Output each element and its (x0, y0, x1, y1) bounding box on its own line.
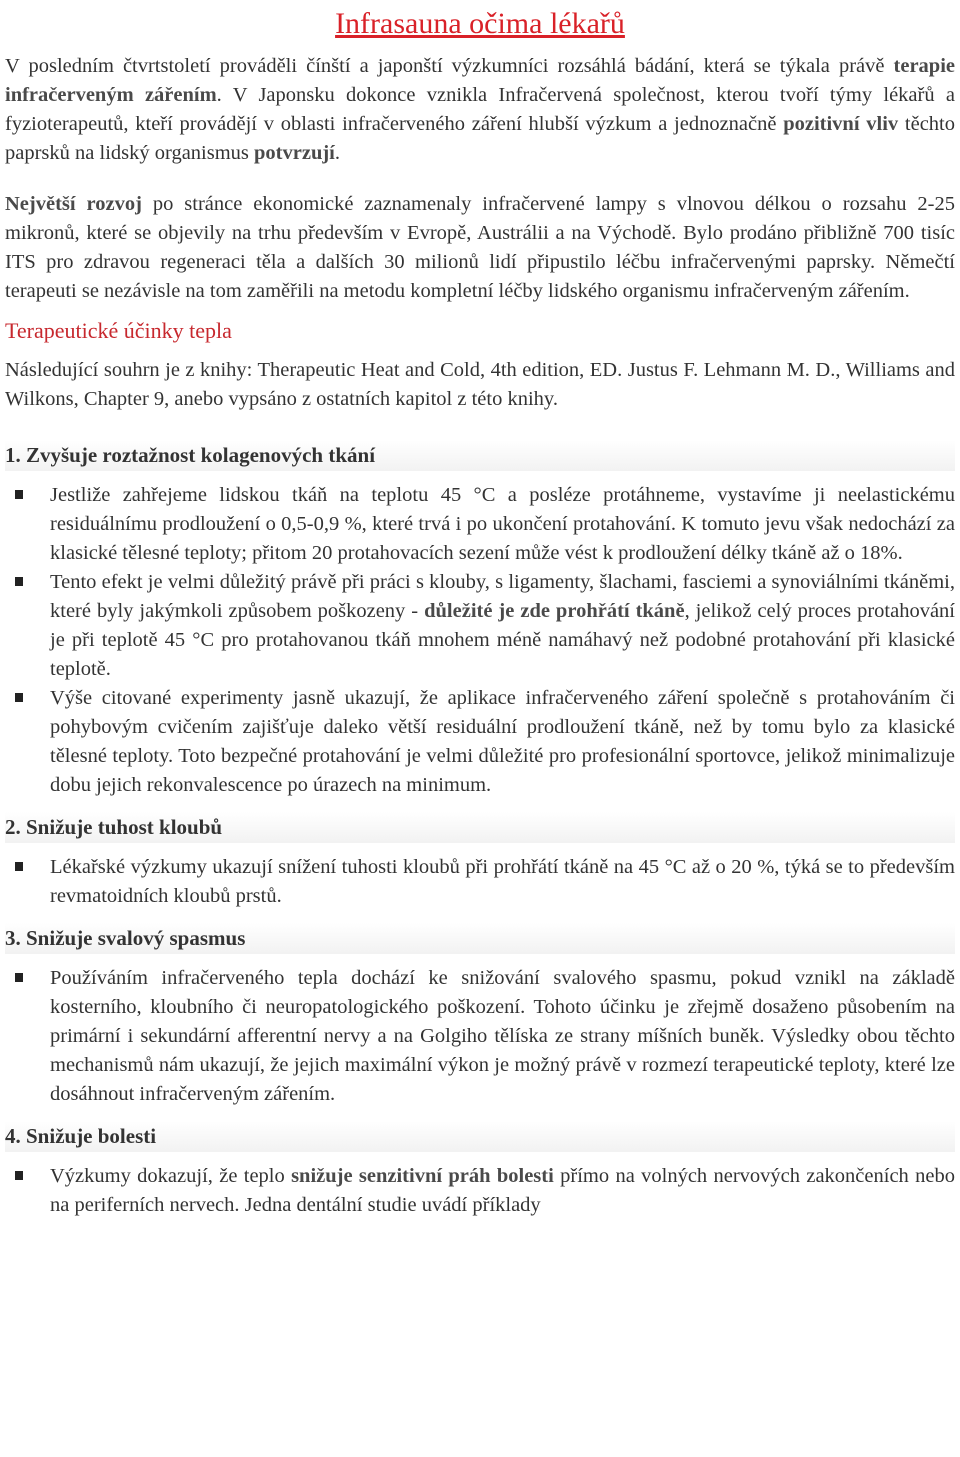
section-3-list (5, 964, 955, 1109)
page-title: Infrasauna očima lékařů (335, 7, 625, 40)
bold-run: snižuje senzitivní práh bolesti (291, 1165, 554, 1187)
bold-run: Největší rozvoj (5, 193, 142, 215)
text-run: Používáním infračerveného tepla dochází ke snižování svalového spasmu, pokud vznikl na základě kosterního, kloubního či neuropatologického poškození. Tohoto účinku je zřejmě dosaženo působením na primární i sekundární afferentní nervy a na Golgiho tělíska ze strany míšních buněk. Výsledky obou těchto mechanismů nám ukazují, že jejich maximální výkon je možný právě v rozmezí terapeutické teploty, které lze dosáhnout infračerveným zářením. (50, 967, 955, 1105)
list-item (5, 568, 955, 684)
square-bullet-icon (15, 490, 23, 499)
section-heading-4: 4. Snižuje bolesti (5, 1121, 955, 1152)
effects-heading: Terapeutické účinky tepla (5, 318, 232, 343)
development-paragraph (5, 190, 955, 306)
text-run: Tento efekt je velmi důležitý právě při práci s klouby, s ligamenty, šlachami, fasciemi a synoviálními tkáněmi, které byly jakýmkoli způsobem poškozeny - (50, 571, 955, 622)
section-1-list (5, 481, 955, 800)
square-bullet-icon (15, 693, 23, 702)
text-run: Výše citované experimenty jasně ukazují, že aplikace infračerveného záření společně s protahováním či pohybovým cvičením zajišťuje daleko větší residuální prodloužení tkáně, než by tomu bylo za klasické tělesné teploty. Toto bezpečné protahování je velmi důležité pro profesionální sportovce, jelikož minimalizuje dobu jejich rekonvalescence po úrazech na minimum. (50, 687, 955, 796)
intro-paragraph (5, 52, 955, 168)
section-heading-3: 3. Snižuje svalový spasmus (5, 923, 955, 954)
bold-run: potvrzují (254, 142, 335, 164)
bold-run: terapie infračerveným zářením (5, 55, 955, 106)
section-2-list (5, 853, 955, 911)
square-bullet-icon (15, 577, 23, 586)
text-run: po stránce ekonomické zaznamenaly infračervené lampy s vlnovou délkou o rozsahu 2-25 mikronů, které se objevily na trhu především v Evropě, Austrálii a na Východě. Bylo prodáno přibližně 700 tisíc ITS pro zdravou regeneraci těla a dalších 30 milionů lidí připustilo léčbu infračervenými paprsky. Němečtí terapeuti se nezávisle na tom zaměřili na metodu kompletní léčby lidského organismu infračerveným zářením. (5, 193, 955, 302)
text-run: přímo na volných nervových zakončeních nebo na periferních nervech. Jedna dentální studie uvádí příklady (50, 1165, 955, 1216)
list-item (5, 964, 955, 1109)
list-item (5, 1162, 955, 1220)
text-run: , jelikož celý proces protahování je při teplotě 45 °C pro protahovanou tkáň mnohem méně namáhavý než podobné protahování při klasické teplotě. (50, 600, 955, 680)
source-paragraph: Následující souhrn je z knihy: Therapeutic Heat and Cold, 4th edition, ED. Justus F. Lehmann M. D., Williams and Wilkons, Chapter 9, anebo vypsáno z ostatních kapitol z této knihy. (5, 359, 955, 410)
list-item (5, 853, 955, 911)
list-item (5, 481, 955, 568)
text-run: . V Japonsku dokonce vznikla Infračervená společnost, kterou tvoří týmy lékařů a fyzioterapeutů, kteří provádějí v oblasti infračerveného záření hlubší výzkum a jednoznačně (5, 84, 955, 135)
text-run: Výzkumy dokazují, že teplo (50, 1165, 292, 1187)
text-run: Lékařské výzkumy ukazují snížení tuhosti kloubů při prohřátí tkáně na 45 °C až o 20 %, týká se to především revmatoidních kloubů prstů. (50, 856, 955, 907)
section-4-list (5, 1162, 955, 1220)
text-run: těchto paprsků na lidský organismus (5, 113, 955, 164)
square-bullet-icon (15, 1171, 23, 1180)
text-run: . (334, 142, 341, 164)
square-bullet-icon (15, 862, 23, 871)
square-bullet-icon (15, 973, 23, 982)
bold-run: důležité je zde prohřátí tkáně (424, 600, 685, 622)
text-run: V posledním čtvrtstoletí prováděli čínští a japonští výzkumníci rozsáhlá bádání, která se týkala právě (5, 55, 894, 77)
document-page (0, 6, 960, 1457)
section-heading-2: 2. Snižuje tuhost kloubů (5, 812, 955, 843)
text-run: Jestliže zahřejeme lidskou tkáň na teplotu 45 °C a posléze protáhneme, vystavíme ji neelastickému residuálnímu prodloužení o 0,5-0,9 %, které trvá i po ukončení protahování. K tomuto jevu však nedochází za klasické tělesné teploty; přitom 20 protahovacích sezení může vést k prodloužení délky tkáně až o 18%. (50, 484, 955, 564)
section-heading-1: 1. Zvyšuje roztažnost kolagenových tkání (5, 440, 955, 471)
list-item (5, 684, 955, 800)
bold-run: pozitivní vliv (783, 113, 899, 135)
